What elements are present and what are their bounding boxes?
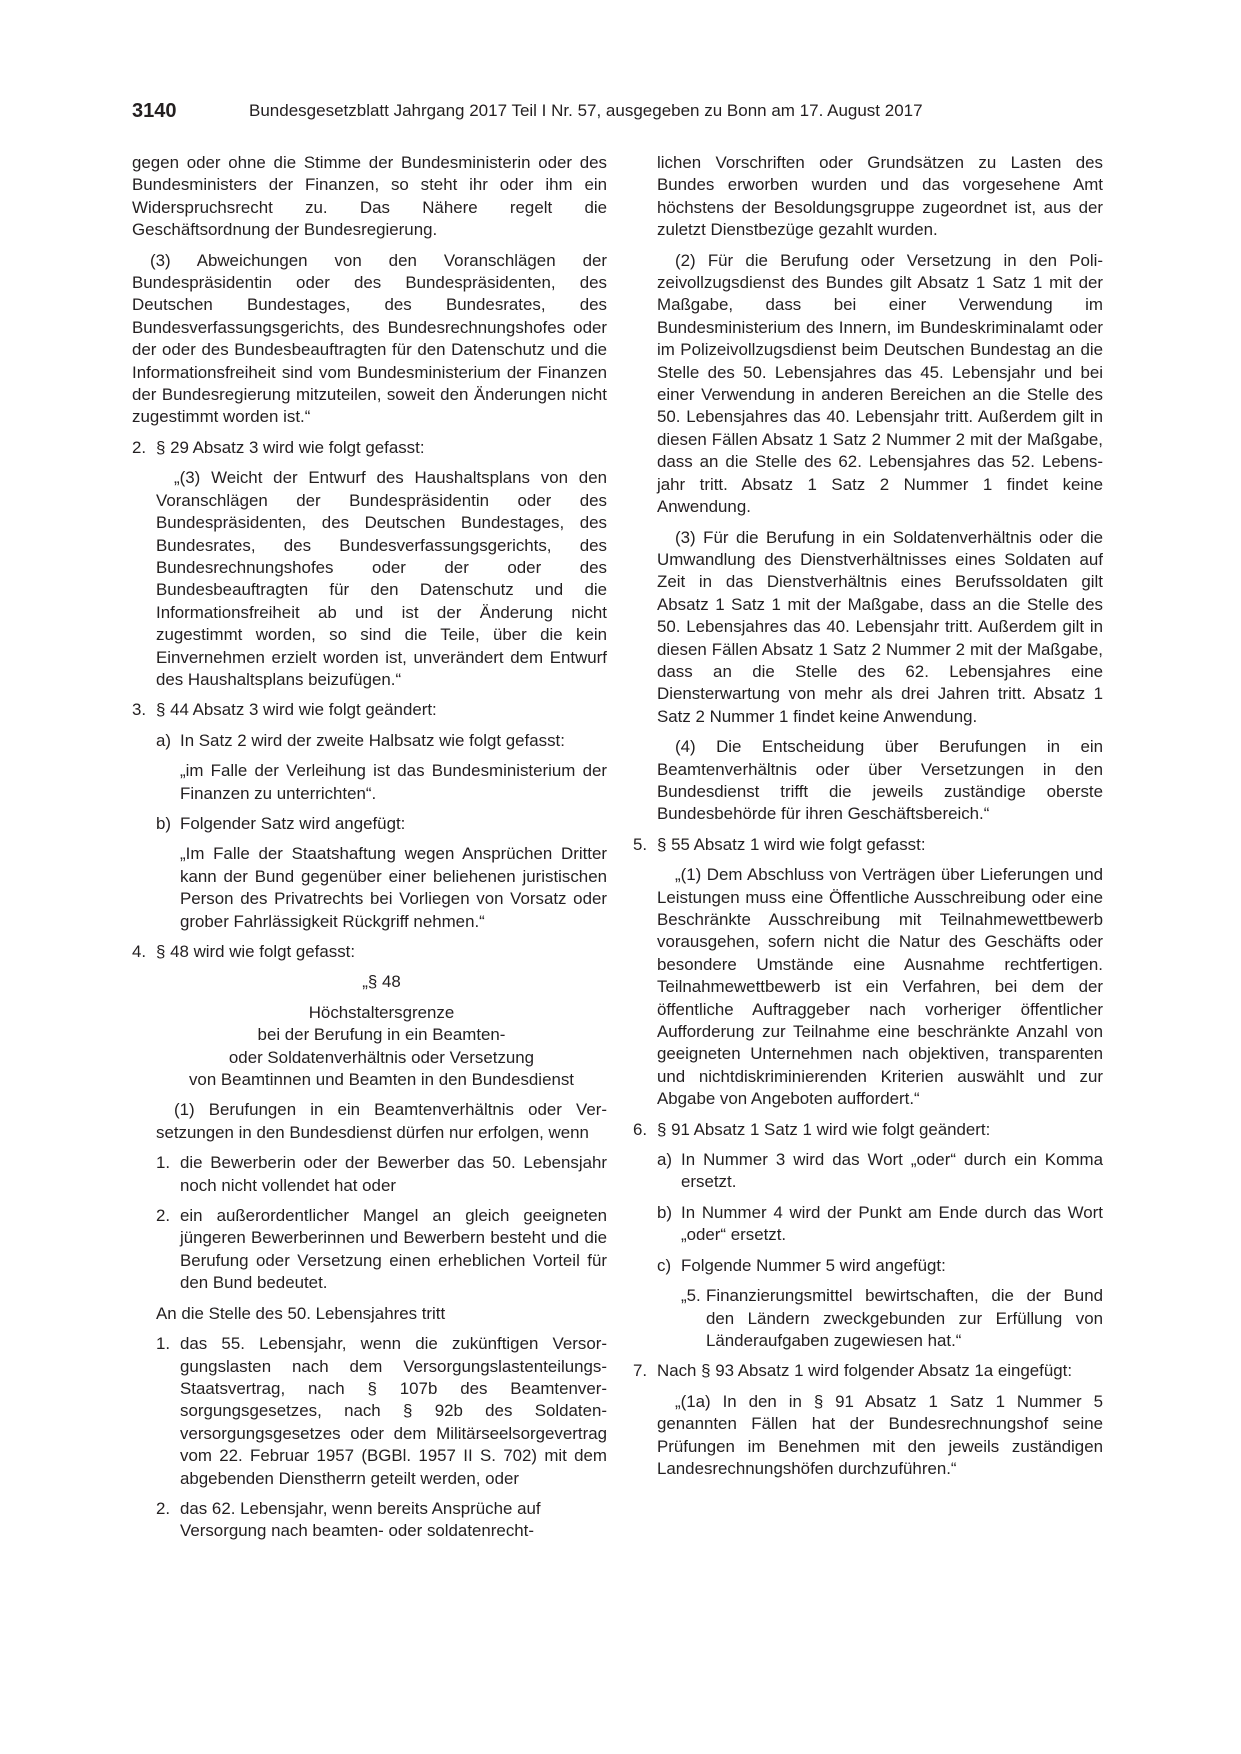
paragraph: An die Stelle des 50. Lebensjahres tritt: [156, 1303, 446, 1323]
paragraph: (3) Für die Berufung in ein Soldatenverhältnis oder die Umwandlung des Dienstverhältnisses eines Soldaten auf Zeit in das Dienstverhältnis eines Berufssoldaten gilt Absatz 1 Satz 1 mit der Maßgabe, dass an die Stelle des 50. Lebensjahres das 40. Lebensjahr tritt. Außerdem gilt in diesen Fällen Absatz 1 Satz 2 Nummer 2 mit der Maßgabe, dass an die Stelle des 62. Lebensjahres eine Diensterwartung von mehr als drei Jahren tritt. Absatz 1 Satz 2 Nummer 1 findet keine Anwendung.: [657, 527, 1103, 726]
paragraph: gegen oder ohne die Stimme der Bundesministerin oder des Bundesministers der Finanzen, so steht ihr oder ihm ein Widerspruchsrecht zu. Das Nähere regelt die Geschäftsordnung der Bundesregierung.: [132, 153, 607, 240]
section-title: von Beamtinnen und Beamten in den Bundesdienst: [188, 1070, 574, 1090]
paragraph: lichen Vorschriften oder Grundsätzen zu Lasten des Bundes erworben wurden und das vorgesehene Amt höchstens der Besoldungsgruppe zugeordnet ist, aus der zuletzt Dienstbezüge gezahlt wurden.: [657, 153, 1103, 240]
list-item: 7. Nach § 93 Absatz 1 wird folgender Absatz 1a eingefügt:: [633, 1361, 1073, 1381]
quoted-text: „(1a) In den in § 91 Absatz 1 Satz 1 Nummer 5 genannten Fällen hat der Bundesrechnungshof seine Prüfungen im Benehmen mit den jeweils zuständigen Landesrechnungshöfen durchzuführen.“: [657, 1391, 1103, 1478]
list-subitem: 1. das 55. Lebensjahr, wenn die zukünftigen Versorgungslasten nach dem Versorgungslastenteilungs-Staatsvertrag, nach § 107b des Beamtenversorgungsgesetzes, nach § 92b des Soldatenversorgungsgesetzes oder dem Militärseelsorgevertrag vom 22. Februar 1957 (BGBl. 1957 II S. 702) mit dem abgebenden Dienstherrn geteilt werden, oder: [156, 1334, 607, 1488]
list-item: 3. § 44 Absatz 3 wird wie folgt geändert:: [132, 700, 437, 720]
quoted-text: „(1) Dem Abschluss von Verträgen über Lieferungen und Leistungen muss eine Öffentliche Ausschreibung oder eine Beschränkte Ausschreibung mit Teilnahmewettbewerb vorausgehen, sofern nicht die Natur des Geschäfts oder besondere Umstände eine Ausnahme rechtfertigen. Teilnahmewettbewerb ist ein Verfahren, bei dem der öffentliche Auftraggeber nach vorheriger öffentlicher Aufforderung zur Teilnahme eine beschränkte Anzahl von geeigneten Unternehmen nach objektiven, transparenten und nichtdiskriminierenden Kriterien auswählt und zur Abgabe von Angeboten auffordert.“: [657, 865, 1103, 1109]
paragraph: (2) Für die Berufung oder Versetzung in den Polizeivollzugsdienst des Bundes gilt Absatz 1 Satz 1 mit der Maßgabe, dass bei einer Verwendung im Bundesministerium des Innern, im Bundeskriminalamt oder im Polizeivollzugsdienst beim Deutschen Bundestag an die Stelle des 50. Lebensjahres das 45. Lebensjahr und bei einer Verwendung in anderen Bereichen an die Stelle des 50. Lebensjahres das 40. Lebensjahr tritt. Außerdem gilt in diesen Fällen Absatz 1 Satz 2 Nummer 2 mit der Maßgabe, dass an die Stelle des 62. Lebensjahres das 52. Lebensjahr tritt. Absatz 1 Satz 2 Nummer 1 findet keine Anwendung.: [657, 250, 1103, 517]
right-column: [633, 152, 1103, 1480]
list-item: 5. § 55 Absatz 1 wird wie folgt gefasst:: [633, 834, 926, 854]
list-subitem: a) In Nummer 3 wird das Wort „oder“ durch ein Komma ersetzt.: [657, 1150, 1103, 1192]
list-subitem: b) Folgender Satz wird angefügt:: [156, 813, 406, 833]
list-item: 2. § 29 Absatz 3 wird wie folgt gefasst:: [132, 437, 425, 457]
header-title: Bundesgesetzblatt Jahrgang 2017 Teil I Nr. 57, ausgegeben zu Bonn am 17. August 2017: [249, 101, 923, 120]
list-subitem: a) In Satz 2 wird der zweite Halbsatz wie folgt gefasst:: [156, 730, 565, 750]
list-item: 6. § 91 Absatz 1 Satz 1 wird wie folgt geändert:: [633, 1119, 991, 1139]
quoted-text: „(3) Weicht der Entwurf des Haushaltsplans von den Voranschlägen der Bundespräsidentin oder des Bundespräsidenten, des Deutschen Bundestages, des Bundesrates, des Bundesverfassungsgerichts, des Bundesrechnungshofes oder der oder des Bundesbeauftragten für den Datenschutz und die Informationsfreiheit ab und ist der Änderung nicht zugestimmt worden, so sind die Teile, über die kein Einvernehmen erzielt worden ist, unverändert dem Entwurf des Haushaltsplans beizufügen.“: [156, 468, 607, 689]
paragraph: (4) Die Entscheidung über Berufungen in ein Beamtenverhältnis oder über Versetzungen in den Bundesdienst trifft die jeweils zuständige oberste Bundesbehörde für ihren Geschäftsbereich.“: [657, 737, 1103, 824]
quoted-text: „im Falle der Verleihung ist das Bundesministerium der Finanzen zu unterrichten“.: [180, 761, 607, 803]
quoted-text: „Im Falle der Staatshaftung wegen Ansprüchen Dritter kann der Bund gegenüber einer beliehenen juristischen Person des Privatrechts bei Vorliegen von Vorsatz oder grober Fahrlässigkeit Rückgriff nehmen.“: [180, 844, 607, 931]
section-title: Höchstaltersgrenze: [308, 1002, 455, 1022]
page-header: [132, 100, 1112, 130]
paragraph: (1) Berufungen in ein Beamtenverhältnis oder Versetzungen in den Bundesdienst dürfen nur erfolgen, wenn: [156, 1100, 607, 1142]
section-title: bei der Berufung in ein Beamten-: [257, 1025, 506, 1045]
page-number: 3140: [132, 100, 177, 122]
list-subitem: c) Folgende Nummer 5 wird angefügt:: [657, 1255, 946, 1275]
list-subitem: b) In Nummer 4 wird der Punkt am Ende durch das Wort „oder“ ersetzt.: [657, 1202, 1103, 1245]
list-subitem: 2. ein außerordentlicher Mangel an gleich geeigneten jüngeren Bewerberinnen und Bewerbern besteht und die Berufung oder Versetzung einen erheblichen Vorteil für den Bund bedeutet.: [156, 1206, 607, 1293]
list-subitem: 1. die Bewerberin oder der Bewerber das 50. Lebensjahr noch nicht vollendet hat oder: [156, 1153, 607, 1195]
list-item: 4. § 48 wird wie folgt gefasst:: [132, 942, 356, 961]
list-subitem: 2. das 62. Lebensjahr, wenn bereits Ansprüche auf Versorgung nach beamten- oder soldatenrecht-: [156, 1498, 541, 1541]
section-number: „§ 48: [362, 972, 401, 992]
paragraph: (3) Abweichungen von den Voranschlägen der Bundespräsidentin oder des Bundespräsidenten, des Deutschen Bundestages, des Bundesrates, des Bundesverfassungsgerichts, des Bundesrechnungshofes oder der oder des Bundesbeauftragten für den Datenschutz und die Informationsfreiheit sind vom Bundesministerium der Finanzen der Bundesregierung mitzuteilen, soweit den Änderungen nicht zugestimmt worden ist.“: [132, 250, 607, 427]
section-title: oder Soldatenverhältnis oder Versetzung: [228, 1047, 535, 1067]
quoted-text: „5. Finanzierungsmittel bewirtschaften, die der Bund den Ländern zweckgebunden zur Erfüllung von Länderaufgaben zugewiesen hat.“: [681, 1286, 1103, 1350]
left-column: [132, 152, 607, 1543]
